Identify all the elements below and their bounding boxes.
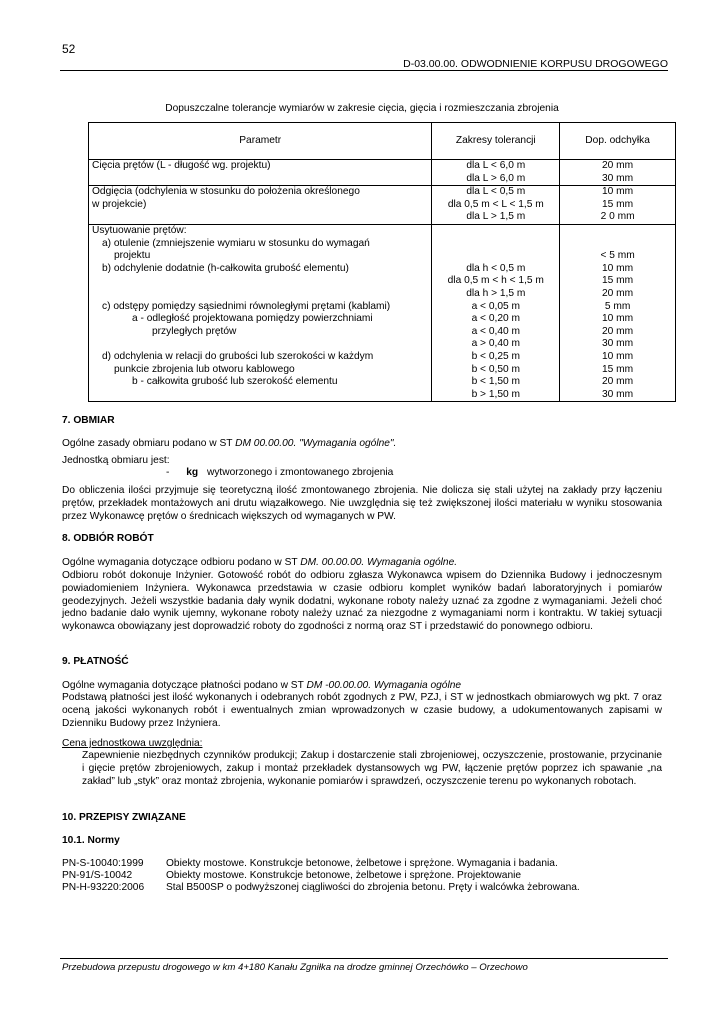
section-10-1-title: 10.1. Normy: [62, 835, 120, 846]
section-8-title: 8. ODBIÓR ROBÓT: [62, 533, 154, 544]
param-text: d) odchylenia w relacji do grubości lub szerokości w każdym: [102, 350, 374, 362]
range-cell: [432, 224, 560, 401]
section-7-p4: Do obliczenia ilości przyjmuje się teoretyczną ilość zmontowanego zbrojenia. Nie dolicza się stali użytej na zakłady przy łączeniu prętów, przekładek montażowych ani drutu wiązałkowego. Nie uwzględnia się też zwiększonej ilości materiału w wyniku stosowania przez Wykonawcę prętów o średnicach większych od wymaganych w PW.: [62, 485, 662, 522]
unit-kg: kg: [186, 467, 199, 478]
deviation-value: 30 mm: [602, 338, 634, 350]
range-value: b < 0,50 m: [471, 363, 520, 375]
param-text: a) otulenie (zmniejszenie wymiaru w stosunku do wymagań: [102, 237, 370, 249]
spacer: [92, 275, 428, 288]
page-number: 52: [62, 42, 76, 56]
range-value: b < 0,25 m: [471, 350, 520, 362]
deviation-value: 20 mm: [602, 376, 634, 388]
norm-desc: Obiekty mostowe. Konstrukcje betonowe, żelbetowe i sprężone. Projektowanie: [166, 870, 522, 881]
param-text: Cięcia prętów (L - długość wg. projektu): [92, 160, 271, 171]
param-text: projektu: [114, 250, 151, 262]
table-header-row: [89, 123, 676, 160]
table-row: [89, 160, 676, 186]
range-value: dla h > 1,5 m: [466, 287, 526, 299]
range-value: b < 1,50 m: [471, 376, 520, 388]
ref: DM -00.00.00. Wymagania ogólne: [306, 680, 462, 691]
norm-code: PN-S-10040:1999: [62, 858, 144, 869]
deviation-value: 5 mm: [604, 300, 631, 312]
param-cell: [89, 160, 432, 186]
spacer: [435, 250, 556, 263]
footer-rule: [60, 958, 668, 959]
ref: DM 00.00.00. "Wymagania ogólne".: [235, 438, 397, 449]
range-value: a < 0,20 m: [471, 313, 520, 325]
range-value: a > 0,40 m: [471, 338, 520, 350]
range-value: a < 0,40 m: [471, 325, 520, 337]
param-text: przyległych prętów: [152, 325, 237, 337]
deviation-value: 10 mm: [602, 186, 634, 198]
param-text: Usytuowanie prętów:: [92, 224, 187, 236]
range-cell: [432, 186, 560, 225]
spacer: [563, 225, 672, 238]
tolerance-table: [88, 122, 676, 402]
deviation-value: 20 mm: [602, 325, 634, 337]
deviation-value: 10 mm: [602, 313, 634, 325]
deviation-value: 30 mm: [602, 172, 634, 184]
param-text: Odgięcia (odchylenia w stosunku do położenia określonego: [92, 186, 360, 198]
deviation-value: < 5 mm: [600, 250, 635, 262]
range-value: dla 0,5 m < L < 1,5 m: [447, 198, 544, 210]
deviation-cell: [560, 224, 676, 401]
spacer: [435, 225, 556, 238]
param-cell: [89, 224, 432, 401]
section-7-title: 7. OBMIAR: [62, 415, 115, 426]
section-9-p1: [62, 680, 662, 693]
deviation-value: 15 mm: [602, 198, 634, 210]
range-value: dla 0,5 m < h < 1,5 m: [447, 275, 544, 287]
norm-code: PN-H-93220:2006: [62, 882, 145, 893]
text: Ogólne zasady obmiaru podano w ST: [62, 438, 236, 449]
param-text: c) odstępy pomiędzy sąsiednimi równoległymi prętami (kablami): [102, 300, 391, 312]
table-row: [89, 186, 676, 225]
section-7-p2: Jednostką obmiaru jest:: [62, 455, 170, 466]
deviation-value: 30 mm: [602, 388, 634, 400]
section-10-title: 10. PRZEPISY ZWIĄZANE: [62, 812, 186, 823]
param-cell: [89, 186, 432, 225]
header-rule: [60, 70, 668, 71]
dash: -: [166, 467, 170, 478]
range-value: a < 0,05 m: [471, 300, 520, 312]
section-9-p3: Cena jednostkowa uwzględnia:: [62, 738, 203, 749]
range-value: dla L > 1,5 m: [466, 211, 526, 223]
spacer: [563, 238, 672, 251]
unit-desc: wytworzonego i zmontowanego zbrojenia: [206, 467, 394, 478]
param-text: a - odległość projektowana pomiędzy powierzchniami: [132, 313, 373, 325]
unit-line: [166, 467, 393, 478]
range-cell: [432, 160, 560, 186]
deviation-value: 15 mm: [602, 363, 634, 375]
deviation-value: 10 mm: [602, 262, 634, 274]
text: Ogólne wymagania dotyczące odbioru podano w ST: [62, 557, 301, 568]
deviation-value: 2 0 mm: [600, 211, 635, 223]
range-value: dla L < 6,0 m: [466, 160, 526, 171]
table-caption: Dopuszczalne tolerancje wymiarów w zakresie cięcia, gięcia i rozmieszczania zbrojenia: [165, 103, 559, 114]
deviation-cell: [560, 186, 676, 225]
section-7-p1: [62, 438, 662, 451]
document-title: D-03.00.00. ODWODNIENIE KORPUSU DROGOWEGO: [403, 58, 668, 70]
section-8-p1: [62, 557, 662, 570]
deviation-cell: [560, 160, 676, 186]
norm-desc: Obiekty mostowe. Konstrukcje betonowe, żelbetowe i sprężone. Wymagania i badania.: [166, 858, 558, 869]
section-9-title: 9. PŁATNOŚĆ: [62, 656, 129, 667]
deviation-value: 20 mm: [602, 160, 634, 171]
range-value: dla L > 6,0 m: [466, 172, 526, 184]
range-value: dla L < 0,5 m: [466, 186, 526, 198]
param-text: w projekcie): [92, 198, 147, 210]
header-odchylka: Dop. odchyłka: [560, 123, 676, 160]
table-row: [89, 224, 676, 401]
norm-code: PN-91/S-10042: [62, 870, 133, 881]
deviation-value: 15 mm: [602, 275, 634, 287]
footer-text: Przebudowa przepustu drogowego w km 4+180 Kanału Zgniłka na drodze gminnej Orzechówko – Orzechowo: [62, 962, 528, 973]
deviation-value: 10 mm: [602, 350, 634, 362]
text: Ogólne wymagania dotyczące płatności podano w ST: [62, 680, 307, 691]
ref: DM. 00.00.00. Wymagania ogólne.: [300, 557, 458, 568]
section-9-p4: Zapewnienie niezbędnych czynników produkcji; Zakup i dostarczenie stali zbrojeniowej, oczyszczenie, prostowanie, przycinanie i gięcie prętów zbrojeniowych, zakup i montaż przekładek dystansowych wg PW, łączenie prętów poprzez ich spawanie „na zakład” lub „styk” oraz montaż zbrojenia, wykonanie pomiarów i sprawdzeń, oczyszczenie terenu po wykonanych robotach.: [82, 750, 662, 787]
deviation-value: 20 mm: [602, 287, 634, 299]
section-8-p2: Odbioru robót dokonuje Inżynier. Gotowość robót do odbioru zgłasza Wykonawca wpisem do Dziennika Budowy i jednoczesnym powiadomieniem Inżyniera. Wykonawca przedstawia w czasie odbioru komplet wyników badań laboratoryjnych i pomiarów geodezyjnych. Jeżeli wszystkie badania dały wynik dodatni, wykonane roboty należy uznać za zgodne z wymaganiami. Jeżeli choć jedno badanie dało wynik ujemny, wykonane roboty należy uznać za niezgodne z wymaganiami norm i kontraktu. W takiej sytuacji wykonawca obowiązany jest doprowadzić roboty do zgodności z normą oraz ST i przedstawić do ponownego odbioru.: [62, 570, 662, 633]
range-value: b > 1,50 m: [471, 388, 520, 400]
spacer: [92, 338, 428, 351]
section-9-p2: Podstawą płatności jest ilość wykonanych i odebranych robót zgodnych z PW, PZJ, i ST w jednostkach obmiarowych wg pkt. 7 oraz oceną jakości wykonanych robót i ewentualnych zmian wprowadzonych w czasie budowy, a udokumentowanych zapisami w Dzienniku Budowy przez Inżyniera.: [62, 692, 662, 729]
norm-desc: Stal B500SP o podwyższonej ciągliwości do zbrojenia betonu. Pręty i walcówka żebrowana.: [166, 882, 580, 893]
spacer: [92, 288, 428, 301]
param-text: b - całkowita grubość lub szerokość elementu: [132, 376, 338, 388]
header-parametr: Parametr: [89, 123, 432, 160]
range-value: dla h < 0,5 m: [466, 262, 526, 274]
param-text: b) odchylenie dodatnie (h-całkowita grubość elementu): [102, 262, 349, 274]
param-text: punkcie zbrojenia lub otworu kablowego: [114, 363, 295, 375]
header-zakresy: Zakresy tolerancji: [432, 123, 560, 160]
spacer: [435, 238, 556, 251]
